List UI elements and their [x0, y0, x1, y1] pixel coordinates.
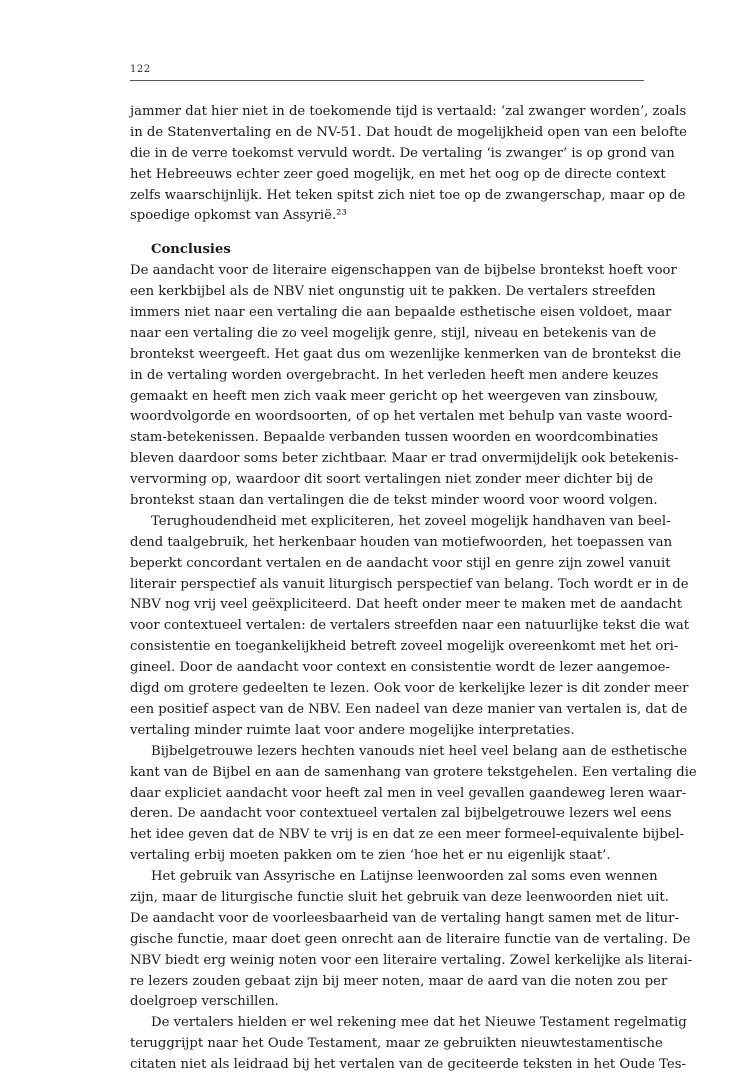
text-line: zijn, maar de liturgische functie sluit het gebruik van deze leenwoorden niet uit.	[130, 889, 669, 905]
text-line: consistentie en toegankelijkheid betreft zoveel mogelijk overeenkomt met het ori-	[130, 639, 679, 655]
text-line: kant van de Bijbel en aan de samenhang van grotere tekstgehelen. Een vertaling die	[130, 764, 697, 780]
paragraph-5	[130, 1013, 687, 1076]
text-line: spoedige opkomst van Assyrië.²³	[130, 208, 347, 224]
text-line: stam-betekenissen. Bepaalde verbanden tussen woorden en woordcombinaties	[130, 430, 659, 446]
paragraph-4	[130, 867, 693, 1013]
body-text	[130, 102, 697, 1076]
text-line: vertaling minder ruimte laat voor andere mogelijke interpretaties.	[130, 722, 575, 738]
text-line: Het gebruik van Assyrische en Latijnse leenwoorden zal soms even wennen	[151, 869, 658, 885]
book-page	[130, 0, 697, 1073]
text-line: brontekst weergeeft. Het gaat dus om wezenlijke kenmerken van de brontekst die	[130, 346, 681, 362]
text-line: het idee geven dat de NBV te vrij is en dat ze een meer formeel-equivalente bijbel-	[130, 827, 685, 843]
text-line: vervorming op, waardoor dit soort vertalingen niet zonder meer dichter bij de	[130, 472, 654, 488]
text-line: een positief aspect van de NBV. Een nadeel van deze manier van vertalen is, dat de	[130, 701, 688, 717]
text-line: re lezers zouden gebaat zijn bij meer noten, maar de aard van die noten zou per	[130, 973, 668, 989]
text-line: De aandacht voor de literaire eigenschappen van de bijbelse brontekst hoeft voor	[130, 263, 677, 279]
text-line: jammer dat hier niet in de toekomende tijd is vertaald: ‘zal zwanger worden’, zoals	[130, 104, 687, 119]
text-line: die in de verre toekomst vervuld wordt. De vertaling ‘is zwanger’ is op grond van	[130, 145, 675, 161]
intro-paragraph	[130, 102, 687, 227]
paragraph-1	[130, 261, 681, 512]
text-line: NBV nog vrij veel geëxpliciteerd. Dat heeft onder meer te maken met de aandacht	[130, 597, 683, 613]
text-line: daar expliciet aandacht voor heeft zal men in veel gevallen gaandeweg leren waar-	[130, 785, 687, 801]
text-line: gemaakt en heeft men zich vaak meer gericht op het weergeven van zinsbouw,	[130, 388, 659, 404]
text-line: zelfs waarschijnlijk. Het teken spitst zich niet toe op de zwangerschap, maar op de	[130, 187, 686, 203]
text-line: gineel. Door de aandacht voor context en consistentie wordt de lezer aangemoe-	[130, 660, 670, 676]
text-line: beperkt concordant vertalen en de aandacht voor stijl en genre zijn zowel vanuit	[130, 555, 671, 571]
section-heading: Conclusies	[151, 242, 231, 258]
text-line: Bijbelgetrouwe lezers hechten vanouds niet heel veel belang aan de esthetische	[151, 743, 688, 759]
text-line: De aandacht voor de voorleesbaarheid van de vertaling hangt samen met de litur-	[130, 910, 679, 926]
text-line: een kerkbijbel als de NBV niet ongunstig uit te pakken. De vertalers streefden	[130, 284, 656, 300]
paragraph-2	[130, 512, 690, 742]
text-line: Terughoudendheid met expliciteren, het zoveel mogelijk handhaven van beel-	[151, 513, 671, 529]
text-line: immers niet naar een vertaling die aan bepaalde esthetische eisen voldoet, maar	[130, 305, 672, 321]
text-line: in de Statenvertaling en de NV-51. Dat houdt de mogelijkheid open van een belofte	[130, 124, 687, 140]
text-line: in de vertaling worden overgebracht. In het verleden heeft men andere keuzes	[130, 367, 659, 383]
text-line: gische functie, maar doet geen onrecht aan de literaire functie van de vertaling. De	[130, 931, 691, 947]
text-line: woordvolgorde en woordsoorten, of op het vertalen met behulp van vaste woord-	[130, 409, 673, 425]
text-line: citaten niet als leidraad bij het vertalen van de geciteerde teksten in het Oude Tes-	[130, 1057, 686, 1073]
text-line: voor contextueel vertalen: de vertalers streefden naar een natuurlijke tekst die wat	[130, 618, 690, 634]
header-rule	[130, 80, 644, 81]
text-line: naar een vertaling die zo veel mogelijk genre, stijl, niveau en betekenis van de	[130, 325, 657, 341]
text-line: teruggrijpt naar het Oude Testament, maar ze gebruikten nieuwtestamentische	[130, 1036, 663, 1052]
text-line: deren. De aandacht voor contextueel vertalen zal bijbelgetrouwe lezers wel eens	[130, 806, 672, 822]
text-line: digd om grotere gedeelten te lezen. Ook voor de kerkelijke lezer is dit zonder meer	[130, 681, 689, 697]
text-line: doelgroep verschillen.	[130, 994, 279, 1010]
text-line: het Hebreeuws echter zeer goed mogelijk, en met het oog op de directe context	[130, 166, 666, 182]
text-line: dend taalgebruik, het herkenbaar houden van motiefwoorden, het toepassen van	[130, 534, 673, 550]
paragraph-3	[130, 742, 697, 867]
text-line: literair perspectief als vanuit liturgisch perspectief van belang. Toch wordt er in de	[130, 576, 689, 592]
text-line: vertaling erbij moeten pakken om te zien ‘hoe het er nu eigenlijk staat’.	[130, 848, 611, 864]
text-line: De vertalers hielden er wel rekening mee dat het Nieuwe Testament regelmatig	[151, 1015, 687, 1031]
text-line: NBV biedt erg weinig noten voor een literaire vertaling. Zowel kerkelijke als literai-	[130, 952, 693, 968]
text-line: bleven daardoor soms beter zichtbaar. Maar er trad onvermijdelijk ook betekenis-	[130, 451, 679, 467]
text-line: brontekst staan dan vertalingen die de tekst minder woord voor woord volgen.	[130, 493, 658, 509]
page-number: 122	[130, 64, 151, 75]
